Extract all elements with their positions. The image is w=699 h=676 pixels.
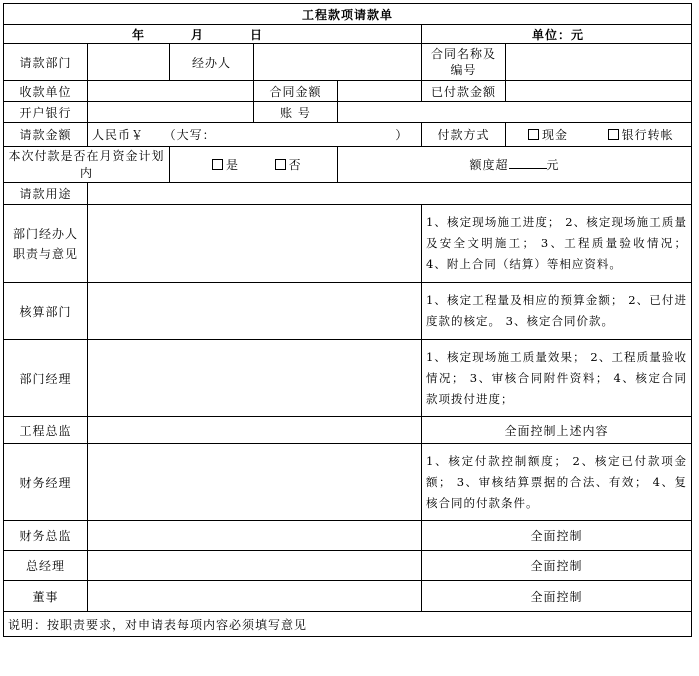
no-checkbox[interactable]: [275, 159, 286, 170]
contract-name-field[interactable]: [506, 44, 692, 81]
capital-close: ）: [395, 128, 409, 142]
contract-name-label: 合同名称及编号: [422, 44, 506, 81]
in-plan-question: 本次付款是否在月资金计划内: [4, 147, 170, 183]
pay-method-options: [506, 123, 692, 147]
purpose-field[interactable]: [88, 183, 692, 205]
approval-opinion-field[interactable]: [88, 283, 422, 340]
bank-label: 开户银行: [4, 102, 88, 123]
year-label: 年: [132, 27, 146, 42]
approval-note: 1、核定工程量及相应的预算金额； 2、已付进度款的核定。 3、核定合同价款。: [422, 283, 692, 340]
request-dept-field[interactable]: [88, 44, 170, 81]
yes-checkbox[interactable]: [212, 159, 223, 170]
approval-opinion-field[interactable]: [88, 444, 422, 521]
over-amount-blank[interactable]: [509, 157, 547, 169]
bank-transfer-label: 银行转帐: [621, 128, 674, 142]
cash-option[interactable]: [528, 128, 568, 142]
approval-label: 财务总监: [4, 521, 88, 551]
cash-label: 现金: [542, 128, 569, 142]
contract-amount-label: 合同金额: [254, 81, 338, 102]
day-label: 日: [250, 27, 264, 42]
unit-label: 单位：元: [422, 25, 692, 44]
approval-label: 财务经理: [4, 444, 88, 521]
approval-label: 董事: [4, 581, 88, 612]
handler-label: 经办人: [170, 44, 254, 81]
request-amount-label: 请款金额: [4, 123, 88, 147]
form-table: [3, 3, 692, 637]
approval-label: 部门经办人职责与意见: [4, 205, 88, 283]
approval-note: 1、核定付款控制额度； 2、核定已付款项金额； 3、审核结算票据的合法、有效； 4、复核合同的付款条件。: [422, 444, 692, 521]
footer-note: 说明：按职责要求，对申请表每项内容必须填写意见: [4, 612, 692, 637]
over-amount-prefix: 额度超: [469, 158, 509, 172]
purpose-label: 请款用途: [4, 183, 88, 205]
rmb-prefix: 人民币￥: [92, 128, 145, 142]
bank-transfer-checkbox[interactable]: [608, 129, 619, 140]
bank-field[interactable]: [88, 102, 254, 123]
approval-opinion-field[interactable]: [88, 551, 422, 581]
no-option[interactable]: [275, 158, 302, 172]
approval-label: 工程总监: [4, 417, 88, 444]
paid-amount-label: 已付款金额: [422, 81, 506, 102]
account-field[interactable]: [338, 102, 692, 123]
account-label: 账 号: [254, 102, 338, 123]
capital-open: （大写：: [163, 128, 216, 142]
approval-label: 总经理: [4, 551, 88, 581]
payment-request-form: [3, 3, 691, 637]
approval-opinion-field[interactable]: [88, 340, 422, 417]
contract-amount-field[interactable]: [338, 81, 422, 102]
approval-opinion-field[interactable]: [88, 417, 422, 444]
month-label: 月: [191, 27, 205, 42]
over-amount-cell: [338, 147, 692, 183]
payee-label: 收款单位: [4, 81, 88, 102]
approval-note: 1、核定现场施工质量效果； 2、工程质量验收情况； 3、审核合同附件资料； 4、核定合同款项拨付进度；: [422, 340, 692, 417]
approval-label: 核算部门: [4, 283, 88, 340]
approval-note: 全面控制: [422, 551, 692, 581]
in-plan-options: [170, 147, 338, 183]
bank-transfer-option[interactable]: [608, 128, 674, 142]
approval-note: 全面控制: [422, 521, 692, 551]
approval-label: 部门经理: [4, 340, 88, 417]
cash-checkbox[interactable]: [528, 129, 539, 140]
approval-opinion-field[interactable]: [88, 581, 422, 612]
over-amount-unit: 元: [546, 158, 560, 172]
payee-field[interactable]: [88, 81, 254, 102]
request-amount-field[interactable]: [88, 123, 422, 147]
pay-method-label: 付款方式: [422, 123, 506, 147]
paid-amount-field[interactable]: [506, 81, 692, 102]
approval-note: 全面控制上述内容: [422, 417, 692, 444]
approval-opinion-field[interactable]: [88, 521, 422, 551]
yes-label: 是: [226, 158, 240, 172]
approval-note: 全面控制: [422, 581, 692, 612]
handler-field[interactable]: [254, 44, 422, 81]
request-dept-label: 请款部门: [4, 44, 88, 81]
no-label: 否: [288, 158, 302, 172]
yes-option[interactable]: [212, 158, 239, 172]
form-title: 工程款项请款单: [4, 4, 692, 25]
approval-opinion-field[interactable]: [88, 205, 422, 283]
date-line: [4, 25, 422, 44]
approval-note: 1、核定现场施工进度； 2、核定现场施工质量及安全文明施工； 3、工程质量验收情况； 4、附上合同（结算）等相应资料。: [422, 205, 692, 283]
